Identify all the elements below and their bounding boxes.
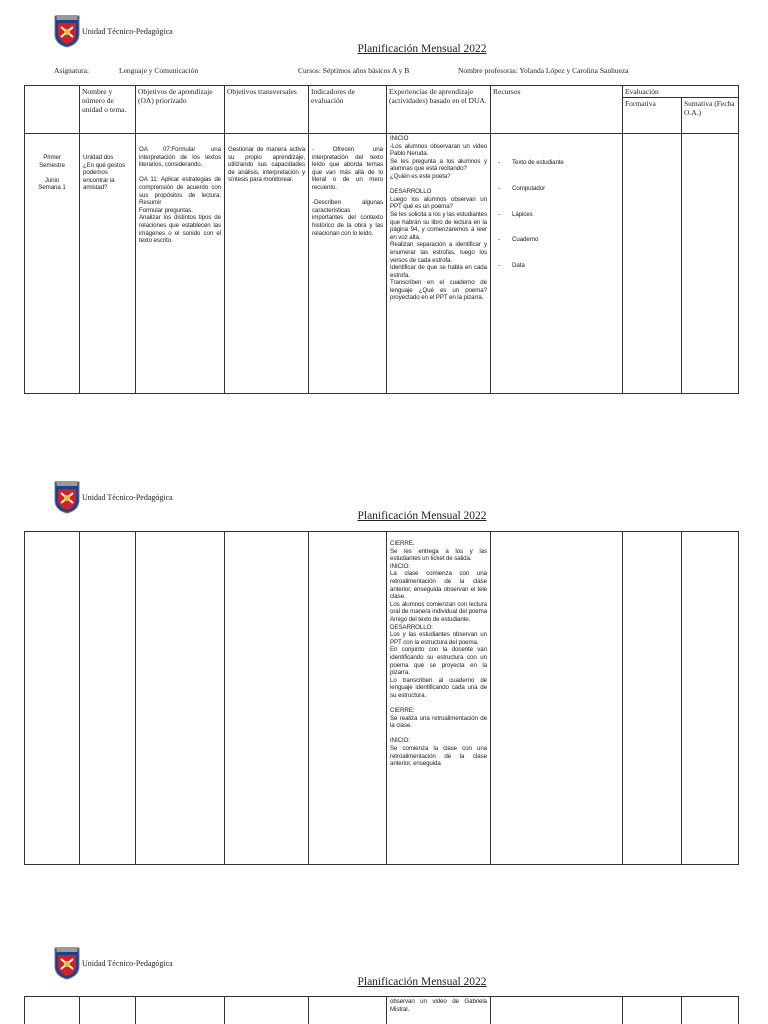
header-unidad: Nombre y número de unidad o tema. <box>80 86 136 134</box>
header-ot: Objetivos transversales <box>225 86 309 134</box>
cell-oa <box>136 997 225 1024</box>
cell-oa: OA 07:Formular una interpretación de los textos literarios, considerando. OA 11: Aplicar estrategias de comprensión de acuerdo con sus propósitos de lectura: Resumir Formular preguntas. Analizar los distintos tipos de relaciones que establecen las imágenes o el sonido con el texto escrito. <box>136 134 225 394</box>
cell-indicadores <box>309 997 387 1024</box>
cell-recursos <box>491 532 623 865</box>
planning-table-page-2 <box>24 531 739 865</box>
cell-ot <box>225 997 309 1024</box>
header-sumativa: Sumativa (Fecha O.A.) <box>682 98 739 134</box>
cell-periodo: Primer Semestre Junio Semana 1 <box>25 134 80 394</box>
school-crest-logo <box>54 946 80 980</box>
cell-experiencias: CIERRE. Se les entrega a los y las estudiantes un ticket de salida. INICIO: La clase comienza con una retroalimentación de la clase anterior, enseguida observan el tele clase. Los alumnos comienzan con lectura oral de manera individual del poema Amigo del texto de estudiante. DESARROLLO: Los y las estudiantes observan un PPT con la estructura del poema. En conjunto con la docente van identificando su estructura con un poema que se proyecta en la pizarra. Lo transcriben al cuaderno de lenguaje identificando cada una de su estructura. CIERRE: Se realiza una retroalimentación de la clase. INICIO: Se comienza la clase con una retroalimentación de la clase anterior, enseguida <box>387 532 491 865</box>
cell-recursos <box>491 997 623 1024</box>
header-experiencias: Experiencias de aprendizaje (actividades) basado en el DUA. <box>387 86 491 134</box>
recurso-item: - Data <box>498 262 619 270</box>
recurso-item: - Lápices <box>498 211 619 219</box>
header-evaluacion: Evaluación <box>623 86 739 98</box>
cell-sumativa <box>682 134 739 394</box>
recursos-list <box>494 152 619 288</box>
cell-experiencias: INICIO -Los alumnos observaran un video Pablo Neruda. Se les pregunta a los alumnos y alumnas que está recitando? ¿Quién es este poeta? DESARROLLO Luego los alumnos observan un PPT qué es un poema? Se les solicita a los y las estudiantes que habrán su libro de lectura en la página 94, y comenzaremos a leer en voz alta. Realizan separación a identificar y enumerar las estrofas, luego los versos de cada estrofa. Identificar de que se habla en cada estrofa. Transcriben en el cuaderno de lenguaje ¿Qué es un poema? proyectado en el PPT en la pizarra. <box>387 134 491 394</box>
cell-unidad <box>80 532 136 865</box>
recurso-item: - Texto de estudiante <box>498 159 619 167</box>
header-oa: Objetivos de aprendizaje (OA) priorizado <box>136 86 225 134</box>
cell-unidad: Unidad dos ¿En qué gestos podemos encontrar la amistad? <box>80 134 136 394</box>
cell-formativa <box>623 134 682 394</box>
asignatura-value: Lenguaje y Comunicación <box>119 66 199 75</box>
cell-unidad <box>80 997 136 1024</box>
school-crest-logo <box>54 480 80 514</box>
cell-experiencias: observan un video de Gabriela Mistral. <box>387 997 491 1024</box>
header-formativa: Formativa <box>623 98 682 134</box>
unit-name: Unidad Técnico-Pedagógica <box>82 493 173 502</box>
unit-name: Unidad Técnico-Pedagógica <box>82 959 173 968</box>
page-title: Planificación Mensual 2022 <box>357 43 487 55</box>
page-1 <box>0 0 768 400</box>
page-title: Planificación Mensual 2022 <box>357 510 487 522</box>
cursos-text: Cursos: Séptimos años básicos A y B <box>298 66 410 75</box>
cell-oa <box>136 532 225 865</box>
cell-formativa <box>623 997 682 1024</box>
profesoras-text: Nombre profesoras: Yolanda López y Carolina Sanhueza <box>458 66 629 75</box>
cell-ot: Gestionar de manera activa su propio aprendizaje, utilizando sus capacidades de análisis, interpretación y síntesis para monitorear. <box>225 134 309 394</box>
asignatura-label: Asignatura: <box>54 66 89 75</box>
header-periodo <box>25 86 80 134</box>
page-2 <box>0 466 768 866</box>
page-3 <box>0 932 768 1024</box>
cell-sumativa <box>682 997 739 1024</box>
header-indicadores: Indicadores de evaluación <box>309 86 387 134</box>
cell-ot <box>225 532 309 865</box>
cell-indicadores <box>309 532 387 865</box>
cell-periodo <box>25 532 80 865</box>
unit-name: Unidad Técnico-Pedagógica <box>82 27 173 36</box>
header-recursos: Recursos <box>491 86 623 134</box>
cell-recursos <box>491 134 623 394</box>
planning-table-page-3 <box>24 996 739 1024</box>
cell-indicadores: - Ofrecen una interpretación del texto leído que aborda temas que van más allá de lo literal o de un mero recuento. -Describen algunas características importantes del contexto histórico de la obra y las relacionan con lo leído. <box>309 134 387 394</box>
cell-periodo <box>25 997 80 1024</box>
recurso-item: - Cuaderno <box>498 236 619 244</box>
cell-formativa <box>623 532 682 865</box>
planning-table-page-1 <box>24 85 739 394</box>
recurso-item: - Computador <box>498 185 619 193</box>
cell-sumativa <box>682 532 739 865</box>
page-title: Planificación Mensual 2022 <box>357 976 487 988</box>
